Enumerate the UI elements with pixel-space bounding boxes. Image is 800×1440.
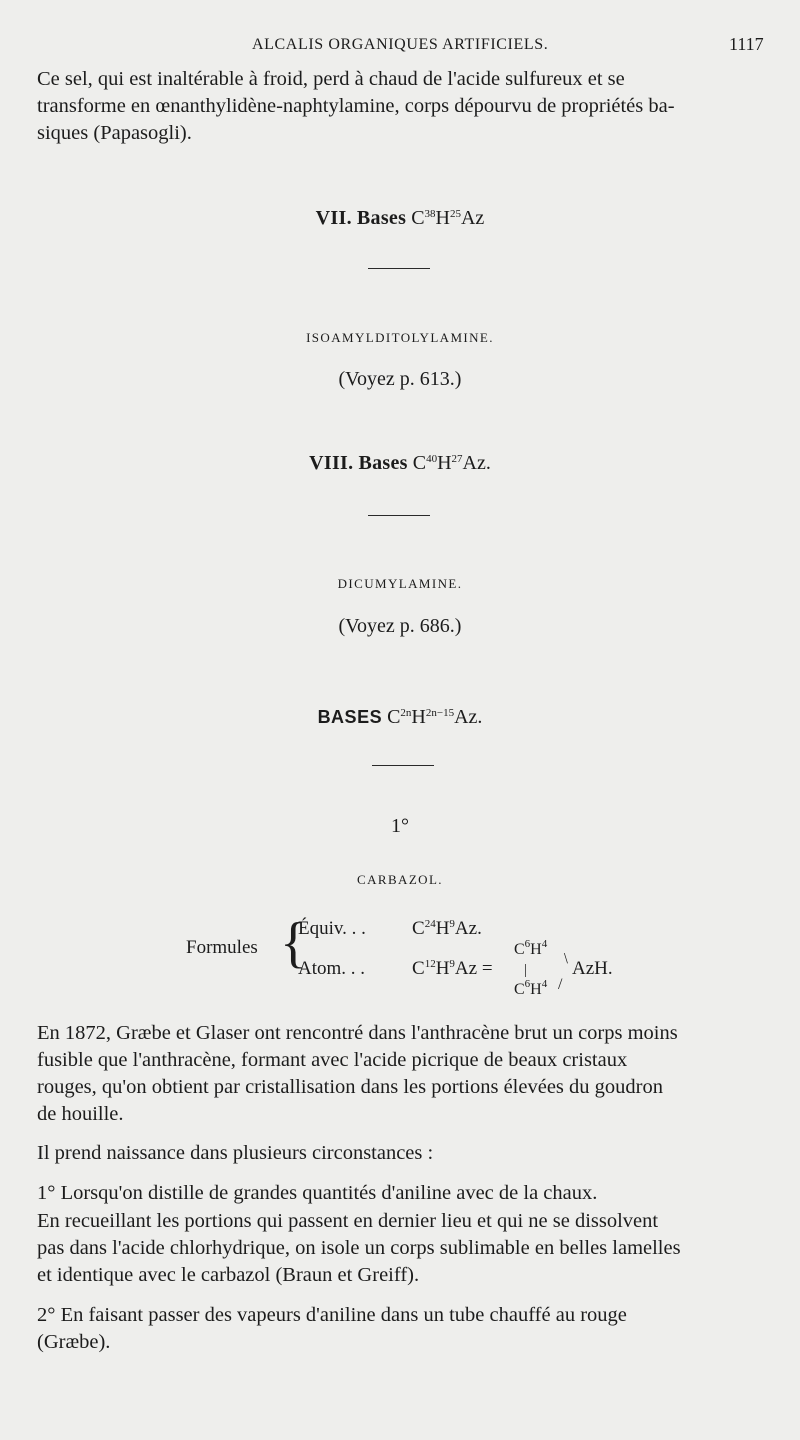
text-line: rouges, qu'on obtient par cristallisation dans les portions élevées du goudron bbox=[37, 1076, 663, 1098]
chemical-formula: $C^{38}H^{25}Az$ bbox=[411, 207, 485, 229]
group-right-formula: AzH. bbox=[572, 958, 613, 979]
body-paragraph bbox=[37, 1302, 767, 1356]
bond-glyph: / bbox=[558, 976, 563, 993]
compound-name: ISOAMYLDITOLYLAMINE. bbox=[306, 330, 494, 345]
atom-label: Atom. . . bbox=[298, 958, 366, 979]
text-line: transforme en œnanthylidène-naphtylamine, corps dépourvu de propriétés ba- bbox=[37, 95, 675, 117]
section-rule bbox=[368, 268, 430, 269]
section-numeral: VII. bbox=[315, 207, 352, 229]
text-line: Il prend naissance dans plusieurs circonstances : bbox=[37, 1142, 434, 1164]
compound-name: CARBAZOL. bbox=[357, 872, 443, 887]
section-rule bbox=[372, 765, 434, 766]
chemical-formula: $C^{2n}H^{2n-15}Az$. bbox=[387, 706, 483, 728]
general-bases-heading bbox=[0, 706, 800, 729]
compound-name: DICUMYLAMINE. bbox=[337, 576, 463, 591]
brace-glyph: { bbox=[280, 912, 307, 974]
text-line: 2° En faisant passer des vapeurs d'aniline dans un tube chauffé au rouge bbox=[37, 1304, 627, 1326]
text-line: En recueillant les portions qui passent en dernier lieu et qui ne se dissolvent bbox=[37, 1210, 659, 1232]
body-paragraph bbox=[37, 1208, 767, 1289]
body-paragraph bbox=[37, 1020, 767, 1128]
section-word: Bases bbox=[356, 207, 407, 229]
equiv-label: Équiv. . . bbox=[298, 918, 366, 939]
section-word: BASES bbox=[317, 707, 383, 727]
page-number: 1117 bbox=[729, 34, 764, 54]
section-rule bbox=[368, 515, 430, 516]
text-line: fusible que l'anthracène, formant avec l'acide picrique de beaux cristaux bbox=[37, 1049, 628, 1071]
text-line: siques (Papasogli). bbox=[37, 122, 192, 144]
atom-formula: $C^{12}H^9Az$ = bbox=[412, 958, 493, 979]
text-line: de houille. bbox=[37, 1103, 124, 1125]
group-bottom-formula: $C^6H^4$ bbox=[514, 978, 548, 998]
group-top-formula: $C^6H^4$ bbox=[514, 938, 548, 958]
section-viii-heading bbox=[0, 452, 800, 475]
intro-paragraph bbox=[37, 66, 767, 147]
text-line: (Græbe). bbox=[37, 1331, 111, 1353]
equiv-formula: $C^{24}H^9Az$. bbox=[412, 918, 482, 939]
subsection-number: 1° bbox=[391, 815, 409, 837]
section-word: Bases bbox=[358, 452, 408, 474]
body-paragraph bbox=[37, 1180, 767, 1207]
text-line: Ce sel, qui est inaltérable à froid, perd à chaud de l'acide sulfureux et se bbox=[37, 68, 625, 90]
running-title: ALCALIS ORGANIQUES ARTIFICIELS. bbox=[252, 36, 549, 53]
text-line: et identique avec le carbazol (Braun et Greiff). bbox=[37, 1264, 420, 1286]
text-line: En 1872, Græbe et Glaser ont rencontré dans l'anthracène brut un corps moins bbox=[37, 1022, 678, 1044]
body-paragraph bbox=[37, 1140, 767, 1167]
section-vii-heading bbox=[0, 207, 800, 230]
text-line: pas dans l'acide chlorhydrique, on isole un corps sublimable en belles lamelles bbox=[37, 1237, 681, 1259]
page-reference: (Voyez p. 613.) bbox=[338, 368, 462, 390]
bond-glyph: ﹨ bbox=[558, 949, 575, 966]
page-reference: (Voyez p. 686.) bbox=[338, 615, 462, 637]
text-line: 1° Lorsqu'on distille de grandes quantités d'aniline avec de la chaux. bbox=[37, 1182, 598, 1204]
section-numeral: VIII. bbox=[309, 452, 354, 474]
formulas-label: Formules bbox=[186, 937, 258, 958]
chemical-formula: $C^{40}H^{27}Az$. bbox=[412, 452, 491, 474]
group-link: | bbox=[524, 962, 528, 978]
